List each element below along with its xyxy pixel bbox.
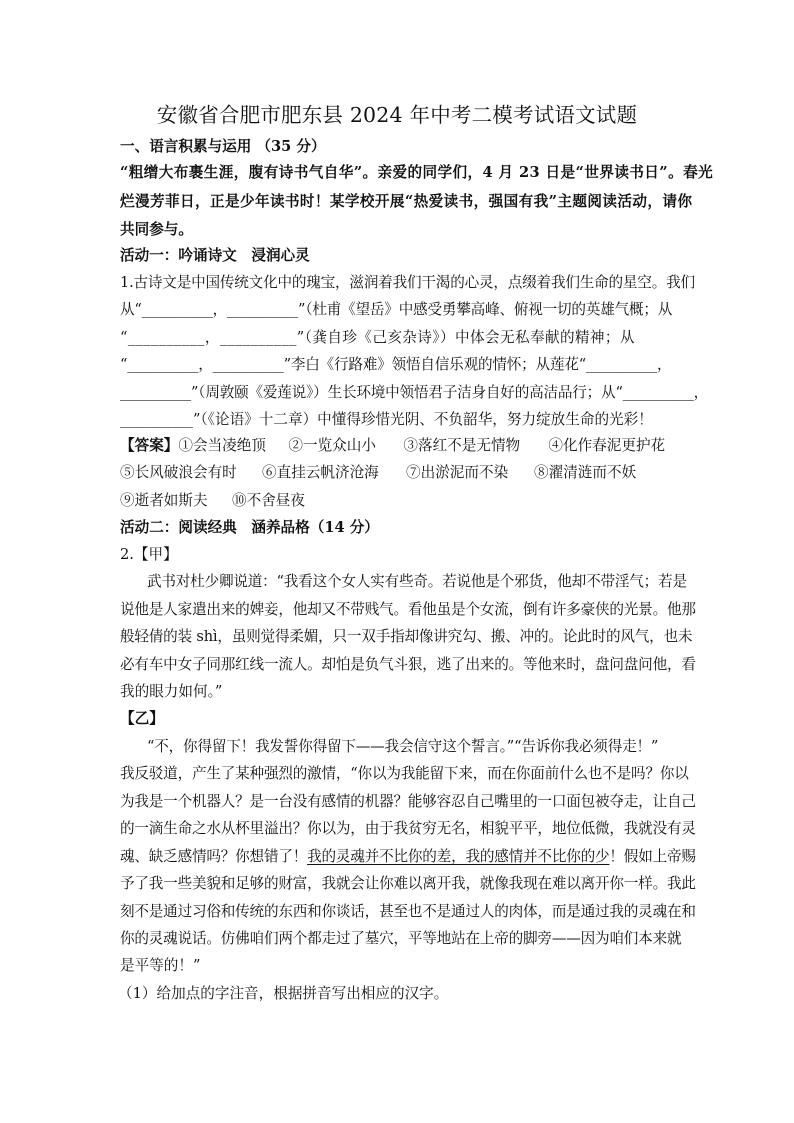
passage-yi-line-2: 我反驳道，产生了某种强烈的激情，“你以为我能留下来，而在你面前什么也不是吗？你以 [120,765,689,782]
passage-jia-line-4: 必有车中女子同那红线一流人。却怕是负气斗狠，逃了出来的。等他来时，盘问盘问他，看 [120,656,696,673]
yi-line5-suffix: ！假如上帝赐 [609,848,696,865]
question1-line-3: “__________，__________”（龚自珍《己亥杂诗》）中体会无私奉献的精神；从 [120,329,635,346]
answer-item: ⑦出淤泥而不染 [406,464,509,481]
answer-row-2 [120,463,700,483]
question1-line-2: 从“__________，__________”（杜甫《望岳》中感受勇攀高峰、俯视一切的英雄气概；从 [120,301,673,318]
question1-line-6: __________”（《论语》十二章）中懂得珍惜光阴、不负韶华，努力绽放生命的光彩！ [120,411,653,428]
passage-yi-line-6: 予了我一些美貌和足够的财富，我就会让你难以离开我，就像我现在难以离开你一样。我此 [120,875,696,892]
answer-label: 【答案】 [120,437,179,454]
answer-item: ⑧濯清涟而不妖 [534,464,637,481]
section-heading: 一、语言积累与运用 （35 分） [120,138,326,155]
passage-yi-line-5 [120,847,696,867]
passage-yi-line-3: 为我是一个机器人？是一台没有感情的机器？能够容忍自己嘴里的一口面包被夺走，让自己 [120,793,696,810]
answer-item: ⑨逝者如斯夫 [120,492,208,509]
answer-item: ③落红不是无情物 [403,437,521,454]
intro-line-3: 共同参与。 [120,221,193,238]
answer-item: ⑩不舍昼夜 [232,492,305,509]
question1-line-5: __________”（周敦颐《爱莲说》）生长环境中领悟君子洁身自好的高洁品行；从“__________， [120,384,709,401]
subquestion-1: （1）给加点的字注音，根据拼音写出相应的汉字。 [118,985,449,1002]
passage-yi-line-8: 你的灵魂说话。仿佛咱们两个都走过了墓穴，平等地站在上帝的脚旁——因为咱们本来就 [120,930,682,947]
page-title: 安徽省合肥市肥东县 2024 年中考二模考试语文试题 [156,103,638,127]
question2-label: 2.【甲】 [120,546,178,563]
question1-line-1: 1.古诗文是中国传统文化中的瑰宝，滋润着我们干渴的心灵，点缀着我们生命的星空。我们 [120,274,695,291]
passage-yi-line-9: 是平等的！” [120,957,201,974]
passage-yi-label: 【乙】 [120,710,164,727]
passage-yi-line-1: “不，你得留下！我发誓你得留下——我会信守这个誓言。”“告诉你我必须得走！” [147,738,659,755]
intro-line-1: “粗缯大布裹生涯，腹有诗书气自华”。亲爱的同学们，4 月 23 日是“世界读书日”。春光 [120,164,714,181]
passage-jia-line-2: 说他是人家遣出来的婢妾，他却又不带贱气。看他虽是个女流，倒有许多豪侠的光景。他那 [120,601,696,618]
answer-item: ④化作春泥更护花 [548,437,666,454]
activity2-heading: 活动二：阅读经典 涵养品格（14 分） [120,519,379,536]
intro-line-2: 烂漫芳菲日，正是少年读书时！某学校开展“热爱读书，强国有我”主题阅读活动，请你 [120,193,693,210]
answer-row-1 [120,436,700,456]
passage-yi-line-7: 刻不是通过习俗和传统的东西和你谈话，甚至也不是通过人的肉体，而是通过我的灵魂在和 [120,903,696,920]
passage-yi-line-4: 的一滴生命之水从杯里溢出？你以为，由于我贫穷无名，相貌平平，地位低微，我就没有灵 [120,820,696,837]
answer-item: ①会当凌绝顶 [178,437,266,454]
answer-item: ⑥直挂云帆济沧海 [262,464,379,481]
yi-line5-prefix: 魂、缺乏感情吗？你想错了！ [120,848,308,865]
question1-line-4: “__________，__________”李白《行路难》领悟自信乐观的情怀；从莲花“__________， [120,356,672,373]
underlined-sentence: 我的灵魂并不比你的差，我的感情并不比你的少 [307,848,610,865]
answer-item: ②一览众山小 [288,437,376,454]
passage-jia-line-1: 武书对杜少卿说道：“我看这个女人实有些奇。若说他是个邪货，他却不带淫气；若是 [147,573,687,590]
activity1-heading: 活动一：吟诵诗文 浸润心灵 [120,247,310,264]
answer-item: ⑤长风破浪会有时 [120,464,237,481]
passage-jia-line-5: 我的眼力如何。” [120,683,223,700]
answer-row-3 [120,491,700,511]
passage-jia-line-3: 般轻倩的装 shì，虽则觉得柔媚，只一双手指却像讲究勾、搬、冲的。论此时的风气，也未 [120,628,693,645]
